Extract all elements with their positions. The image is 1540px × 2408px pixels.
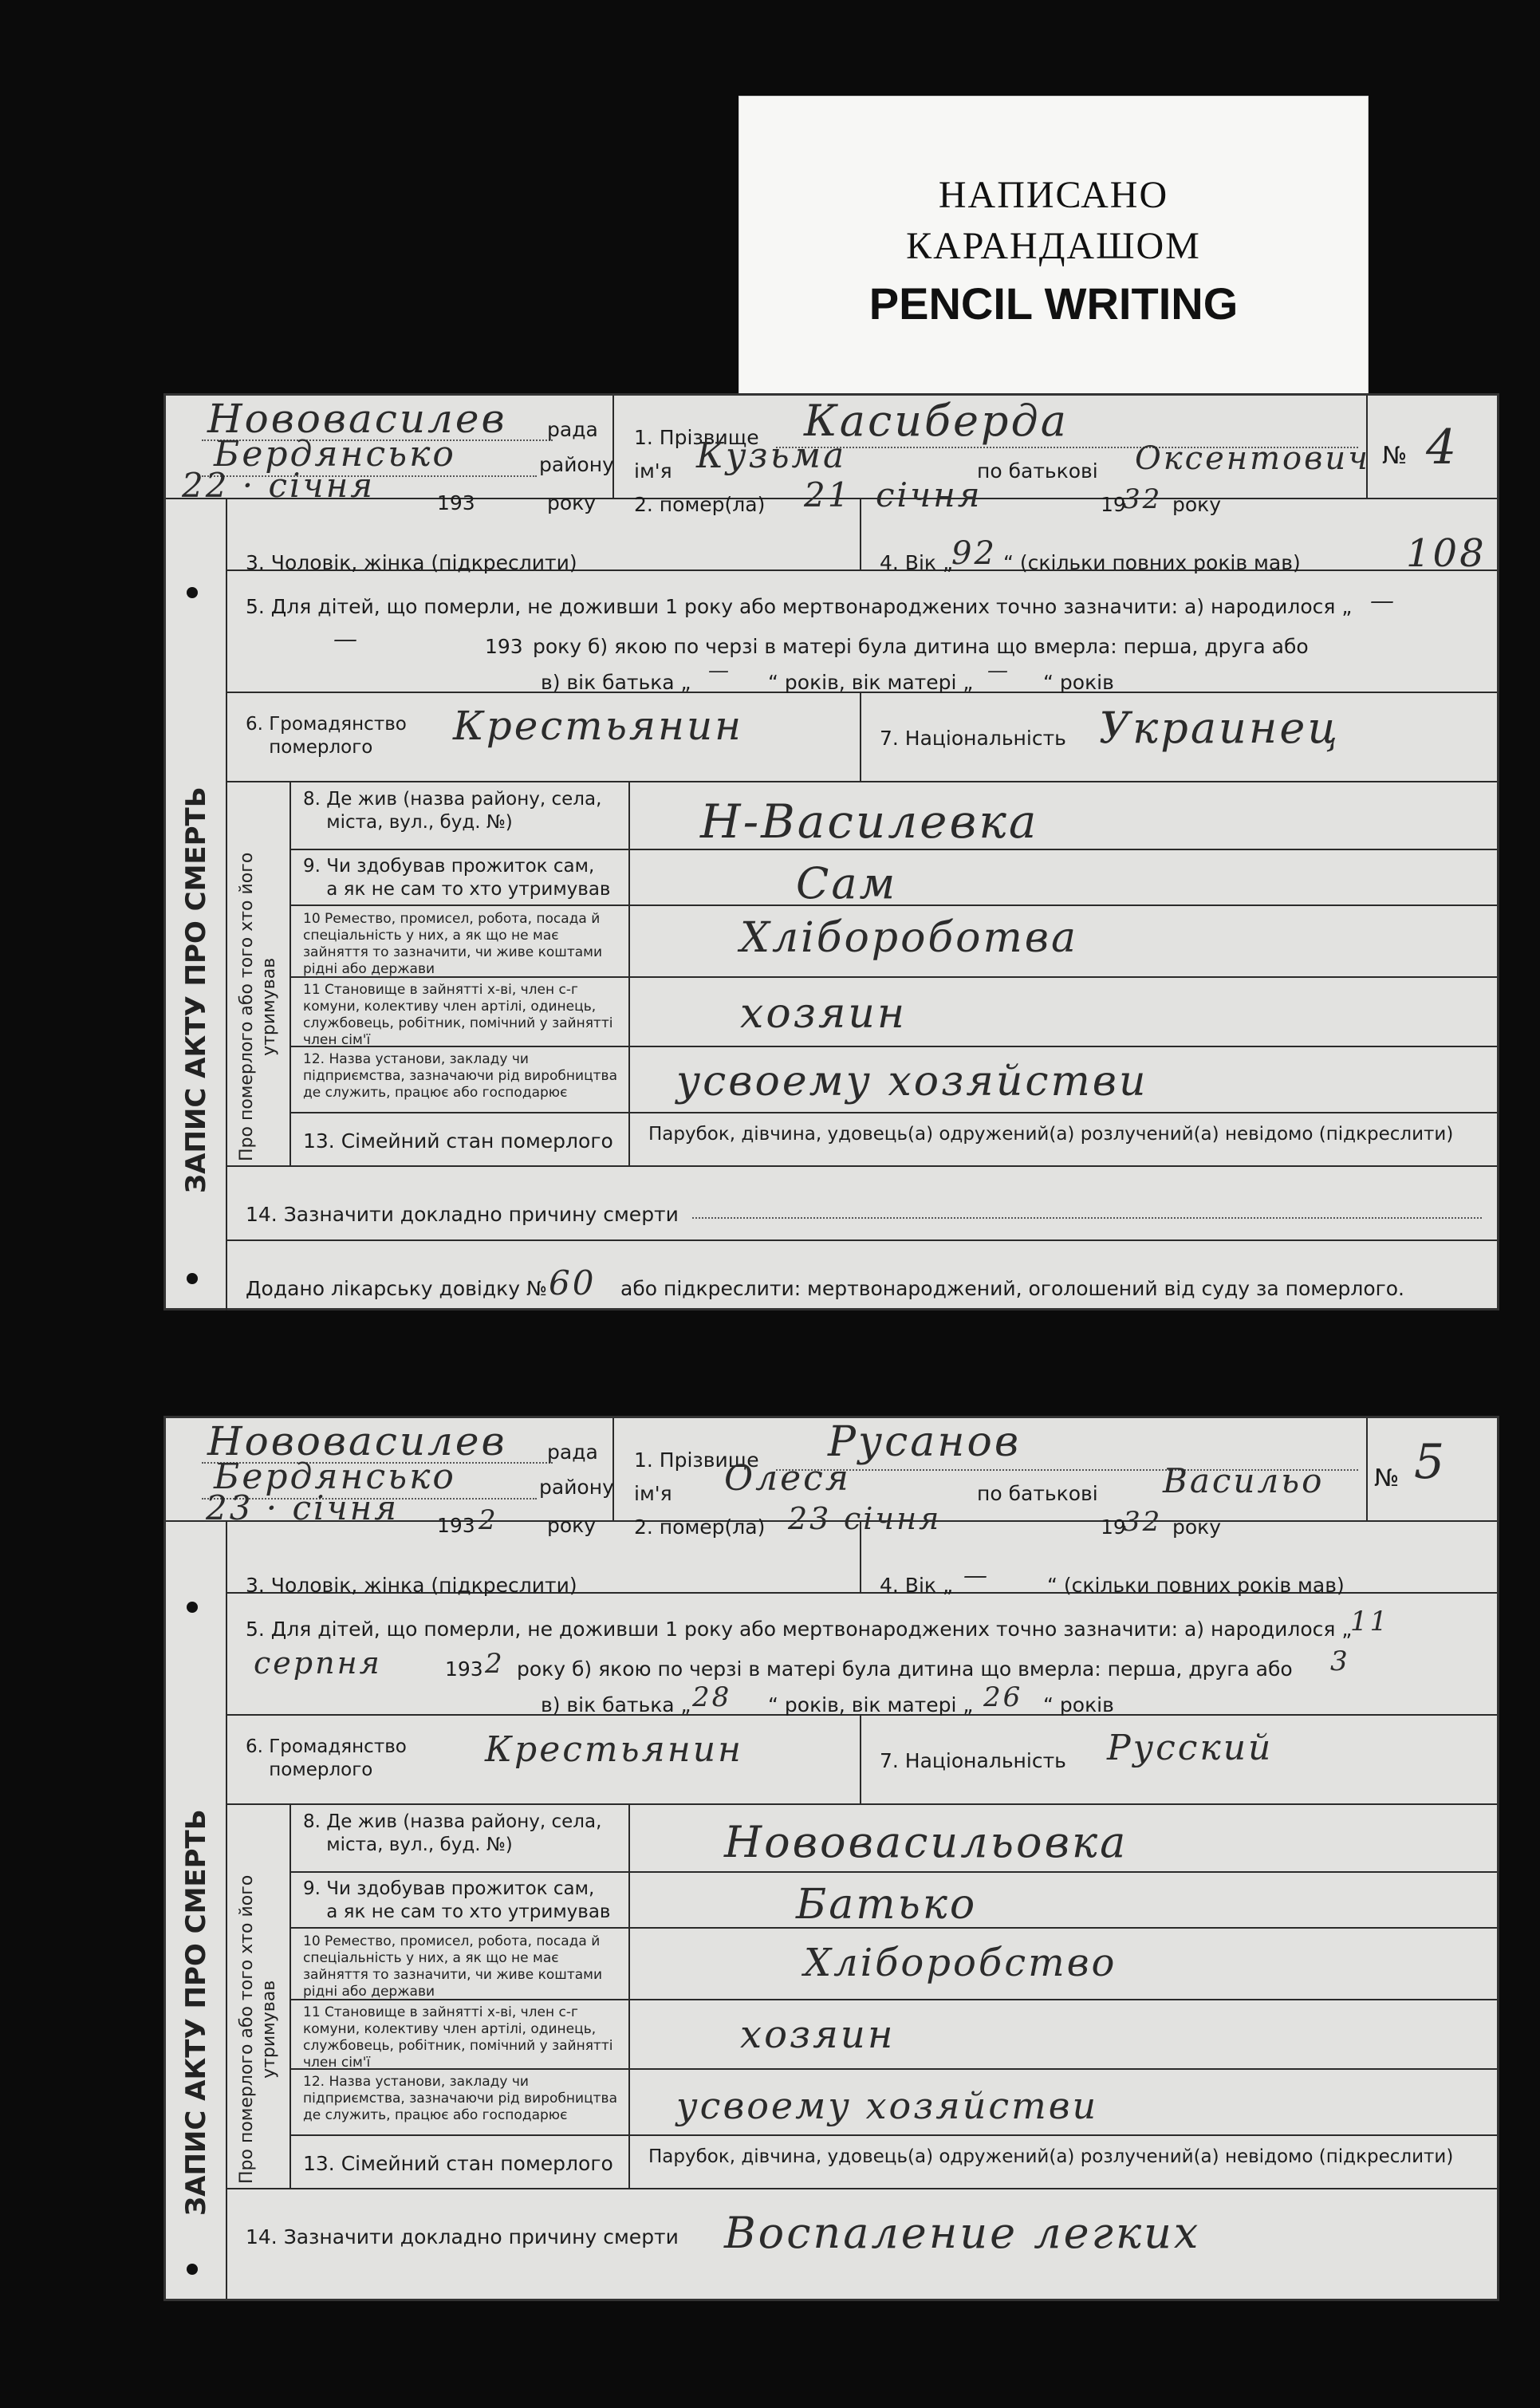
children-year-value: 2 xyxy=(485,1648,505,1680)
children-year-prefix: 193 xyxy=(485,635,523,658)
workplace-value: усвоему хозяйстви xyxy=(676,1058,1148,1105)
cause-line xyxy=(692,1217,1482,1219)
record-date-value: 22 · січня xyxy=(182,466,376,505)
margin-note: 108 xyxy=(1406,531,1487,576)
binding-hole xyxy=(187,1602,198,1613)
cause-value: Воспаление легких xyxy=(724,2208,1201,2258)
workplace-label: 12. Назва установи, закладу чи підприємства, зазначаючи рід виробництва де служить, працює або господарює xyxy=(303,2074,617,2123)
nationality-label: 7. Національність xyxy=(880,727,1066,750)
citizenship-value: Крестьянин xyxy=(453,703,744,749)
family-options: Парубок, дівчина, удовець(а) одружений(а) розлучений(а) невідомо (підкреслити) xyxy=(648,1124,1454,1145)
age-suffix: “ (скільки повних років мав) xyxy=(1047,1574,1345,1597)
residence-label: 8. Де жив (назва району, села, міста, вул., буд. №) xyxy=(303,1811,602,1855)
mother-age-value: 26 xyxy=(983,1681,1023,1713)
died-roku-label: року xyxy=(1172,493,1222,516)
died-year-prefix: 19 xyxy=(1101,493,1126,516)
year-prefix: 193 xyxy=(437,491,475,514)
family-label: 13. Сімейний стан померлого xyxy=(303,1129,613,1153)
roku-label: року xyxy=(547,1514,597,1537)
nationality-value: Украинец xyxy=(1099,703,1341,753)
residence-label: 8. Де жив (назва району, села, міста, вул., буд. №) xyxy=(303,789,602,833)
died-year-value: 32 xyxy=(1123,483,1163,515)
doctor-number-value: 60 xyxy=(549,1263,597,1303)
income-value: Батько xyxy=(796,1881,978,1929)
children-line-3a: в) вік батька „ xyxy=(541,671,691,694)
note-line-ru-2: КАРАНДАШОМ xyxy=(906,225,1201,267)
doctor-label: Додано лікарську довідку № xyxy=(246,1277,547,1300)
children-line-3b: “ років, вік матері „ xyxy=(768,1693,974,1716)
pencil-writing-note xyxy=(738,96,1369,408)
status-value: хозяин xyxy=(740,990,908,1038)
children-line-1: 5. Для дітей, що померли, не доживши 1 року або мертвонароджених точно зазначити: а) народилося „ xyxy=(246,595,1353,618)
trade-value: Хліборобство xyxy=(804,1941,1117,1985)
children-year-value: — xyxy=(333,625,360,653)
patronymic-value: Васильо xyxy=(1163,1461,1325,1500)
surname-value: Русанов xyxy=(828,1418,1022,1466)
number-label: № xyxy=(1374,1464,1400,1492)
number-value: 5 xyxy=(1414,1434,1447,1490)
children-born-value: 11 xyxy=(1350,1606,1390,1638)
sex-label: 3. Чоловік, жінка (підкреслити) xyxy=(246,551,577,574)
income-label: 9. Чи здобував прожиток сам, а як не сам то хто утримував xyxy=(303,1878,611,1922)
died-month-value: січня xyxy=(876,475,983,514)
status-label: 11 Становище в зайнятті х-ві, член с-г комуни, колективу член артілі, одинець, службовець, робітник, помічний у зайнятті член сім'ї xyxy=(303,2004,613,2071)
died-label: 2. помер(ла) xyxy=(634,1515,766,1539)
trade-value: Хлібороботва xyxy=(740,914,1079,962)
rada-label: рада xyxy=(547,418,598,441)
died-year-value: 32 xyxy=(1123,1506,1163,1538)
income-label: 9. Чи здобував прожиток сам, а як не сам то хто утримував xyxy=(303,856,611,900)
vertical-title: ЗАПИС АКТУ ПРО СМЕРТЬ xyxy=(180,786,212,1193)
name-label: ім'я xyxy=(634,1482,672,1505)
trade-label: 10 Ремество, промисел, робота, посада й спеціальність у них, а як що не має зайняття то зазначити, чи живе коштами рідні або держави xyxy=(303,1933,603,2000)
died-month-value: січня xyxy=(844,1501,942,1536)
citizenship-label: 6. Громадянство померлого xyxy=(246,1736,407,1780)
mother-age-value: — xyxy=(987,659,1010,683)
age-value: 92 xyxy=(951,535,997,572)
name-value: Кузьма xyxy=(696,435,847,476)
children-order-value: 3 xyxy=(1330,1645,1350,1677)
workplace-label: 12. Назва установи, закладу чи підприємства, зазначаючи рід виробництва де служить, працює або господарює xyxy=(303,1051,617,1101)
status-label: 11 Становище в зайнятті х-ві, член с-г комуни, колективу член артілі, одинець, службовець, робітник, помічний у зайнятті член сім'ї xyxy=(303,982,613,1048)
children-born-value: — xyxy=(1370,587,1396,615)
binding-hole xyxy=(187,2264,198,2275)
age-label: 4. Вік „ xyxy=(880,1574,953,1597)
died-label: 2. помер(ла) xyxy=(634,493,766,516)
name-value: Олеся xyxy=(724,1458,851,1499)
raion-value: Бердянсько xyxy=(214,434,456,475)
died-year-prefix: 19 xyxy=(1101,1515,1126,1539)
sex-label: 3. Чоловік, жінка (підкреслити) xyxy=(246,1574,577,1597)
children-year-prefix: 193 xyxy=(445,1657,483,1681)
side-group-text: Про померлого або того хто його утримував xyxy=(237,1874,279,2184)
children-line-3c: “ років xyxy=(1043,671,1114,694)
children-line-3a: в) вік батька „ xyxy=(541,1693,691,1716)
nationality-value: Русский xyxy=(1107,1728,1274,1768)
vertical-title: ЗАПИС АКТУ ПРО СМЕРТЬ xyxy=(180,1809,212,2216)
citizenship-value: Крестьянин xyxy=(485,1729,744,1770)
raion-value: Бердянсько xyxy=(214,1456,456,1497)
died-roku-label: року xyxy=(1172,1515,1222,1539)
doctor-suffix: або підкреслити: мертвонароджений, оголошений від суду за померлого. xyxy=(620,1277,1404,1300)
citizenship-label: 6. Громадянство померлого xyxy=(246,714,407,758)
binding-hole xyxy=(187,1273,198,1284)
raion-label: району xyxy=(539,1476,614,1499)
death-record-form-2 xyxy=(163,1416,1499,2301)
side-group-label xyxy=(236,853,281,1161)
note-line-ru-1: НАПИСАНО xyxy=(938,174,1169,216)
children-line-1: 5. Для дітей, що померли, не доживши 1 року або мертвонароджених точно зазначити: а) народилося „ xyxy=(246,1618,1353,1641)
children-line-2: року б) якою по черзі в матері була дитина що вмерла: перша, друга або xyxy=(533,635,1309,658)
rada-value: Нововасилев xyxy=(207,396,507,442)
patronymic-value: Оксентович xyxy=(1135,440,1371,477)
residence-value: Н-Василевка xyxy=(700,794,1039,849)
father-age-value: 28 xyxy=(692,1681,732,1713)
surname-value: Касиберда xyxy=(804,396,1069,446)
patronymic-label: по батькові xyxy=(977,1482,1098,1505)
roku-label: року xyxy=(547,491,597,514)
age-label: 4. Вік „ xyxy=(880,551,953,574)
children-line-3c: “ років xyxy=(1043,1693,1114,1716)
record-date-value: 23 · січня xyxy=(206,1488,400,1527)
nationality-label: 7. Національність xyxy=(880,1749,1066,1772)
cause-label: 14. Зазначити докладно причину смерти xyxy=(246,2225,679,2248)
residence-value: Нововасильовка xyxy=(724,1817,1128,1867)
father-age-value: — xyxy=(708,659,731,683)
number-label: № xyxy=(1382,442,1408,470)
raion-label: району xyxy=(539,453,614,476)
record-year-value: 2 xyxy=(479,1504,498,1536)
note-line-en: PENCIL WRITING xyxy=(868,278,1239,329)
family-options: Парубок, дівчина, удовець(а) одружений(а) розлучений(а) невідомо (підкреслити) xyxy=(648,2146,1454,2167)
cause-label: 14. Зазначити докладно причину смерти xyxy=(246,1203,679,1226)
side-group-text: Про померлого або того хто його утримував xyxy=(237,852,279,1161)
died-day-value: 21 xyxy=(804,475,852,514)
surname-label: 1. Прізвище xyxy=(634,426,759,449)
age-suffix: “ (скільки повних років мав) xyxy=(1003,551,1301,574)
binding-hole xyxy=(187,587,198,598)
died-day-value: 23 xyxy=(788,1501,832,1536)
side-group-label xyxy=(236,1875,281,2184)
number-value: 4 xyxy=(1426,420,1459,475)
patronymic-label: по батькові xyxy=(977,459,1098,483)
name-label: ім'я xyxy=(634,459,672,483)
income-value: Сам xyxy=(796,858,898,908)
rada-value: Нововасилев xyxy=(207,1418,507,1464)
status-value: хозяин xyxy=(740,2012,896,2057)
death-record-form-1 xyxy=(163,393,1499,1310)
age-value: — xyxy=(963,1562,990,1590)
workplace-value: усвоему хозяйстви xyxy=(676,2084,1099,2127)
children-line-2: року б) якою по черзі в матері була дитина що вмерла: перша, друга або xyxy=(517,1657,1293,1681)
family-label: 13. Сімейний стан померлого xyxy=(303,2152,613,2175)
children-month-value: серпня xyxy=(254,1645,382,1681)
year-prefix: 193 xyxy=(437,1514,475,1537)
trade-label: 10 Ремество, промисел, робота, посада й спеціальність у них, а як що не має зайняття то зазначити, чи живе коштами рідні або держави xyxy=(303,911,603,977)
children-line-3b: “ років, вік матері „ xyxy=(768,671,974,694)
rada-label: рада xyxy=(547,1440,598,1464)
surname-label: 1. Прізвище xyxy=(634,1448,759,1472)
